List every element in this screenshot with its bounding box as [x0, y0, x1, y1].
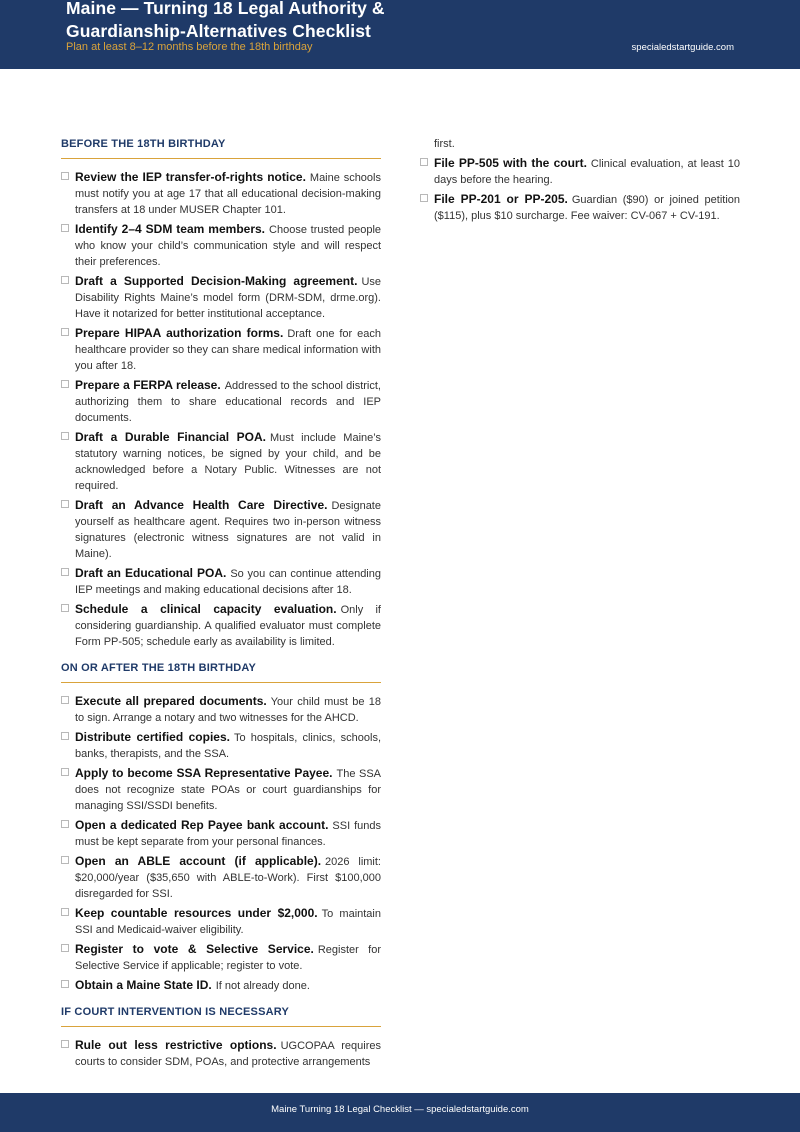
checklist-item: [61, 429, 381, 494]
item-lead: File PP-505 with the court.: [434, 156, 587, 170]
item-description: Only if considering guardianship. A qualified evaluator must complete Form PP-505; schedule early as availability is limited.: [75, 604, 381, 648]
item-description: SSI funds must be kept separate from your personal finances.: [75, 820, 381, 848]
item-lead: Register to vote & Selective Service.: [75, 942, 314, 956]
item-description: Addressed to the school district, authorizing them to share educational records and IEP documents.: [75, 380, 381, 424]
checkbox[interactable]: [61, 224, 69, 232]
item-lead: Obtain a Maine State ID.: [75, 978, 212, 992]
item-lead: Distribute certified copies.: [75, 730, 230, 744]
checklist-item: [61, 729, 381, 762]
item-description: UGCOPAA requires courts to consider SDM, POAs, and protective arrangements: [75, 1040, 381, 1068]
item-lead: Schedule a clinical capacity evaluation.: [75, 602, 337, 616]
left-column: [61, 136, 381, 1073]
checkbox[interactable]: [61, 380, 69, 388]
checklist-item: [61, 977, 381, 994]
right-column: [420, 136, 740, 227]
checklist-item: [61, 1037, 381, 1070]
item-lead: Open a dedicated Rep Payee bank account.: [75, 818, 329, 832]
checklist-item: [61, 905, 381, 938]
checklist-item: [420, 155, 740, 188]
item-description: Maine schools must notify you at age 17 that all educational decision-making transfers at 18 under MUSER Chapter 101.: [75, 172, 381, 216]
item-lead: Rule out less restrictive options.: [75, 1038, 277, 1052]
item-description: Guardian ($90) or joined petition ($115), plus $10 surcharge. Fee waiver: CV-067 + CV-191.: [434, 194, 741, 222]
checkbox[interactable]: [61, 944, 69, 952]
item-description: Register for Selective Service if applicable; register to vote.: [75, 944, 381, 972]
item-description: Choose trusted people who know your child’s communication style and will respect their preferences.: [75, 224, 382, 268]
checklist-item: [61, 601, 381, 650]
checkbox[interactable]: [61, 732, 69, 740]
page-title: Maine — Turning 18 Legal Authority & Guardianship-Alternatives Checklist: [66, 0, 385, 41]
page-subtitle: Plan at least 8–12 months before the 18th birthday: [66, 41, 313, 53]
item-description: Designate yourself as healthcare agent. Requires two in-person witness signatures (electronic witness signatures are not valid in Maine).: [75, 500, 381, 560]
checkbox[interactable]: [61, 908, 69, 916]
page-footer: Maine Turning 18 Legal Checklist — specialedstartguide.com: [0, 1093, 800, 1132]
item-lead: Execute all prepared documents.: [75, 694, 267, 708]
checklist-item: [61, 941, 381, 974]
checkbox[interactable]: [61, 604, 69, 612]
checklist-item: [61, 377, 381, 426]
item-lead: Draft an Educational POA.: [75, 566, 227, 580]
page-header: [0, 0, 800, 69]
item-lead: Prepare a FERPA release.: [75, 378, 221, 392]
checkbox[interactable]: [61, 980, 69, 988]
item-lead: Apply to become SSA Representative Payee.: [75, 766, 333, 780]
checkbox[interactable]: [61, 1040, 69, 1048]
item-description: Use Disability Rights Maine’s model form (DRM-SDM, drme.org). Have it notarized for better institutional acceptance.: [75, 276, 381, 320]
checkbox[interactable]: [61, 432, 69, 440]
section-heading: IF COURT INTERVENTION IS NECESSARY: [61, 1004, 381, 1027]
checklist-item: [61, 169, 381, 218]
checklist-item: [61, 273, 381, 322]
item-description: Must include Maine’s statutory warning notices, be signed by your child, and be acknowledged before a Notary Public. Witnesses are not required.: [75, 432, 381, 492]
checklist-item: [61, 693, 381, 726]
checkbox[interactable]: [61, 696, 69, 704]
checkbox[interactable]: [61, 820, 69, 828]
continued-text: first.: [434, 138, 455, 150]
item-lead: Draft a Durable Financial POA.: [75, 430, 266, 444]
item-lead: Keep countable resources under $2,000.: [75, 906, 318, 920]
checkbox[interactable]: [61, 768, 69, 776]
checklist-section: [61, 136, 381, 650]
checklist-item: [420, 191, 740, 224]
checkbox[interactable]: [61, 276, 69, 284]
item-description: Draft one for each healthcare provider so they can share medical information with you after 18.: [75, 328, 381, 372]
checkbox[interactable]: [61, 568, 69, 576]
checklist-item: [61, 853, 381, 902]
checklist-item: [61, 565, 381, 598]
item-lead: Review the IEP transfer-of-rights notice.: [75, 170, 306, 184]
item-description: Your child must be 18 to sign. Arrange a notary and two witnesses for the AHCD.: [75, 696, 381, 724]
checkbox[interactable]: [420, 194, 428, 202]
checklist-item: [61, 325, 381, 374]
checkbox[interactable]: [61, 500, 69, 508]
section-heading: ON OR AFTER THE 18TH BIRTHDAY: [61, 660, 381, 683]
item-lead: File PP-201 or PP-205.: [434, 192, 568, 206]
checkbox[interactable]: [61, 328, 69, 336]
checkbox[interactable]: [61, 172, 69, 180]
checklist-section: [61, 1004, 381, 1070]
checkbox[interactable]: [420, 158, 428, 166]
item-description: To hospitals, clinics, schools, banks, therapists, and the SSA.: [75, 732, 382, 760]
item-description: To maintain SSI and Medicaid-waiver eligibility.: [75, 908, 381, 936]
item-lead: Draft an Advance Health Care Directive.: [75, 498, 328, 512]
item-description: Clinical evaluation, at least 10 days before the hearing.: [434, 158, 740, 186]
item-description: 2026 limit: $20,000/year ($35,650 with ABLE-to-Work). First $100,000 disregarded for SSI.: [75, 856, 381, 900]
checklist-item: [61, 765, 381, 814]
item-lead: Draft a Supported Decision-Making agreement.: [75, 274, 358, 288]
checklist-item: [61, 497, 381, 562]
item-description: If not already done.: [215, 980, 310, 992]
checklist-section: [61, 660, 381, 994]
item-description: The SSA does not recognize state POAs or court guardianships for managing SSI/SSDI benefits.: [75, 768, 382, 812]
checklist-item: [61, 221, 381, 270]
item-description: So you can continue attending IEP meetings and making educational decisions after 18.: [75, 568, 381, 596]
site-link[interactable]: specialedstartguide.com: [631, 42, 734, 53]
section-heading: BEFORE THE 18TH BIRTHDAY: [61, 136, 381, 159]
item-lead: Open an ABLE account (if applicable).: [75, 854, 322, 868]
item-lead: Identify 2–4 SDM team members.: [75, 222, 266, 236]
item-lead: Prepare HIPAA authorization forms.: [75, 326, 284, 340]
checkbox[interactable]: [61, 856, 69, 864]
checklist-item: [61, 817, 381, 850]
